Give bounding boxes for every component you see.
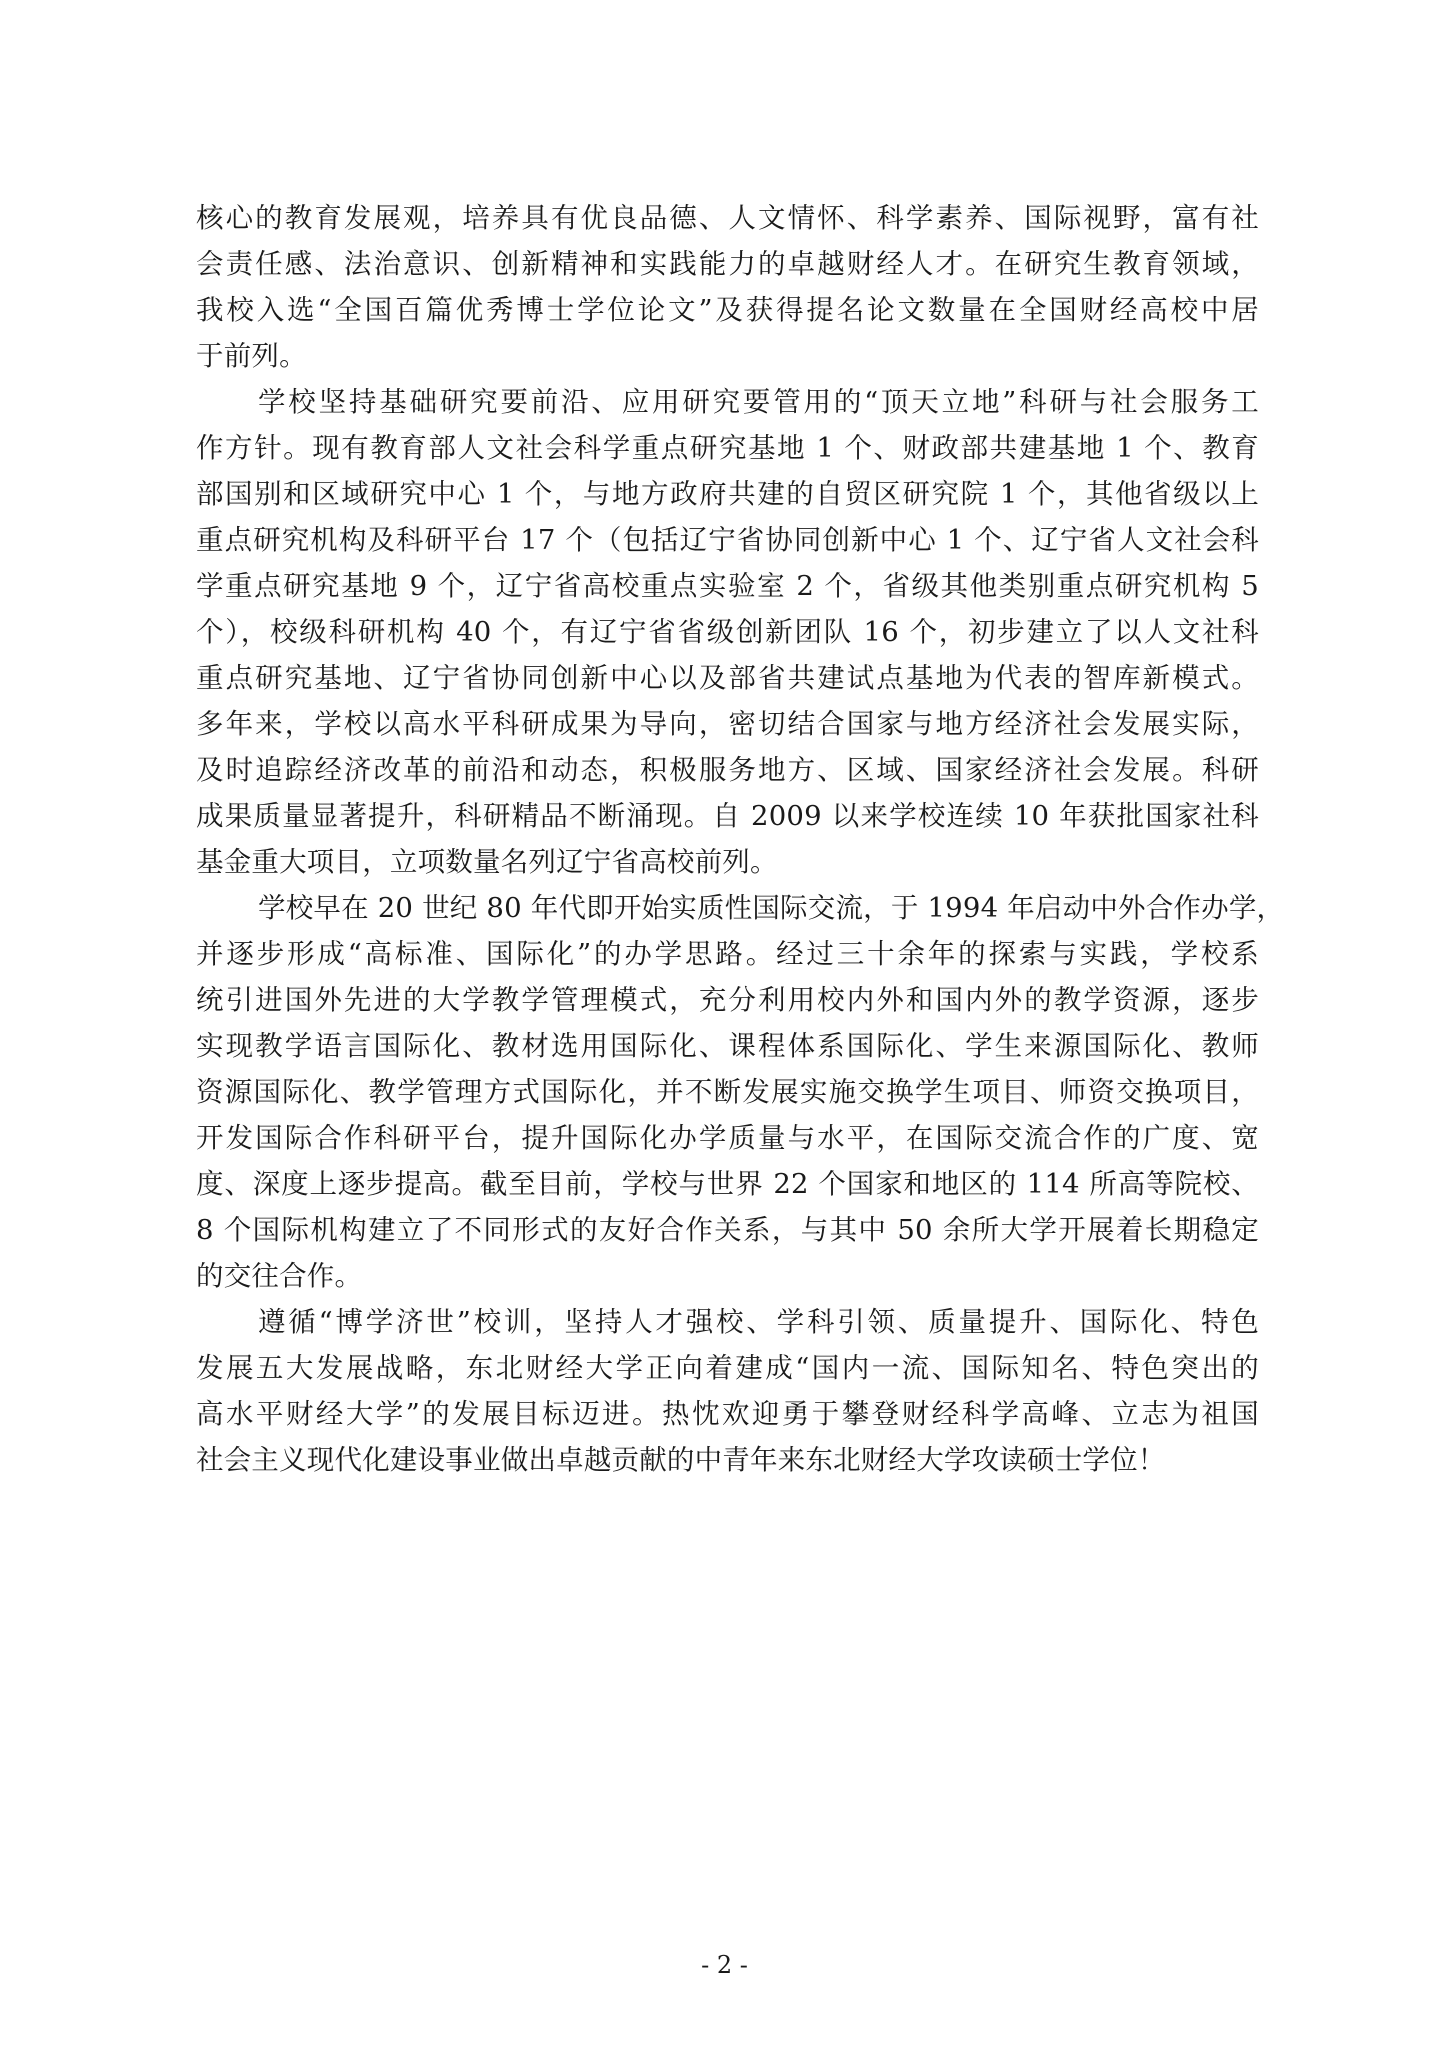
text-line: 社会主义现代化建设事业做出卓越贡献的中青年来东北财经大学攻读硕士学位！ bbox=[196, 1444, 1166, 1476]
text-line: 发展五大发展战略，东北财经大学正向着建成“国内一流、国际知名、特色突出的 bbox=[196, 1352, 1259, 1384]
text-line: 部国别和区域研究中心 1 个，与地方政府共建的自贸区研究院 1 个，其他省级以上 bbox=[196, 478, 1259, 510]
text-line: 个），校级科研机构 40 个，有辽宁省省级创新团队 16 个，初步建立了以人文社科 bbox=[196, 616, 1259, 648]
text-line: 并逐步形成“高标准、国际化”的办学思路。经过三十余年的探索与实践，学校系 bbox=[196, 938, 1259, 970]
text-line: 会责任感、法治意识、创新精神和实践能力的卓越财经人才。在研究生教育领域， bbox=[196, 248, 1259, 280]
text-line: 及时追踪经济改革的前沿和动态，积极服务地方、区域、国家经济社会发展。科研 bbox=[196, 754, 1259, 786]
text-line: 的交往合作。 bbox=[196, 1260, 363, 1292]
text-line: 8 个国际机构建立了不同形式的友好合作关系，与其中 50 余所大学开展着长期稳定 bbox=[196, 1214, 1259, 1246]
text-line: 学重点研究基地 9 个，辽宁省高校重点实验室 2 个，省级其他类别重点研究机构 5 bbox=[196, 570, 1259, 602]
text-line: 重点研究机构及科研平台 17 个（包括辽宁省协同创新中心 1 个、辽宁省人文社会科 bbox=[196, 524, 1259, 556]
text-line: 统引进国外先进的大学教学管理模式，充分利用校内外和国内外的教学资源，逐步 bbox=[196, 984, 1259, 1016]
text-line: 作方针。现有教育部人文社会科学重点研究基地 1 个、财政部共建基地 1 个、教育 bbox=[196, 432, 1259, 464]
text-line: 成果质量显著提升，科研精品不断涌现。自 2009 以来学校连续 10 年获批国家社科 bbox=[196, 800, 1259, 832]
text-line: 学校早在 20 世纪 80 年代即开始实质性国际交流，于 1994 年启动中外合作办学， bbox=[258, 892, 1285, 924]
paragraph-1 bbox=[196, 195, 1259, 379]
text-line: 资源国际化、教学管理方式国际化，并不断发展实施交换学生项目、师资交换项目， bbox=[196, 1076, 1259, 1108]
text-line: 实现教学语言国际化、教材选用国际化、课程体系国际化、学生来源国际化、教师 bbox=[196, 1030, 1259, 1062]
paragraph-4 bbox=[196, 1299, 1259, 1483]
text-line: 高水平财经大学”的发展目标迈进。热忱欢迎勇于攀登财经科学高峰、立志为祖国 bbox=[196, 1398, 1259, 1430]
text-line: 我校入选“全国百篇优秀博士学位论文”及获得提名论文数量在全国财经高校中居 bbox=[196, 294, 1259, 326]
paragraph-3 bbox=[196, 885, 1285, 1299]
text-line: 遵循“博学济世”校训，坚持人才强校、学科引领、质量提升、国际化、特色 bbox=[258, 1306, 1259, 1338]
paragraph-2 bbox=[196, 379, 1259, 885]
text-line: 于前列。 bbox=[196, 340, 307, 372]
text-line: 多年来，学校以高水平科研成果为导向，密切结合国家与地方经济社会发展实际， bbox=[196, 708, 1259, 740]
text-line: 基金重大项目，立项数量名列辽宁省高校前列。 bbox=[196, 846, 778, 878]
document-body bbox=[196, 195, 1285, 1483]
text-line: 度、深度上逐步提高。截至目前，学校与世界 22 个国家和地区的 114 所高等院校、 bbox=[196, 1168, 1259, 1200]
page-number: - 2 - bbox=[701, 1951, 748, 1979]
text-line: 学校坚持基础研究要前沿、应用研究要管用的“顶天立地”科研与社会服务工 bbox=[258, 386, 1259, 418]
text-line: 开发国际合作科研平台，提升国际化办学质量与水平，在国际交流合作的广度、宽 bbox=[196, 1122, 1259, 1154]
text-line: 重点研究基地、辽宁省协同创新中心以及部省共建试点基地为代表的智库新模式。 bbox=[196, 662, 1259, 694]
text-line: 核心的教育发展观，培养具有优良品德、人文情怀、科学素养、国际视野，富有社 bbox=[196, 202, 1259, 234]
